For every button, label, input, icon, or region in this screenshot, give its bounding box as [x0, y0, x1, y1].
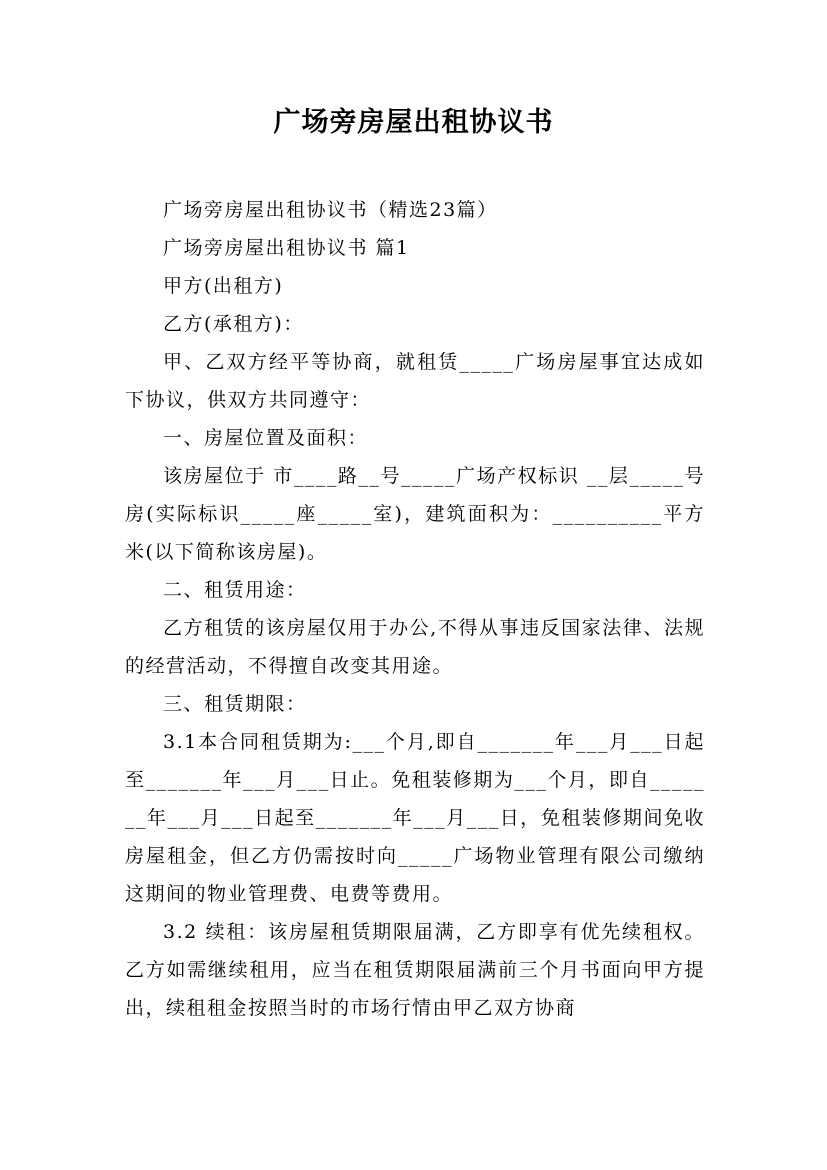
- paragraph-heading-usage: 二、租赁用途：: [163, 579, 307, 601]
- paragraph-heading-term: 三、租赁期限：: [163, 693, 307, 715]
- paragraph-term: 3.1本合同租赁期为:___个月,即自_______年___月___日起至_______年___月___日止。免租装修期为___个月，即自_______年___月___日起至_______年___月___日，免租装修期间免收房屋租金，但乙方仍需按时向_____广场物业管理有限公司缴纳这期间的物业管理费、电费等费用。: [125, 731, 705, 905]
- paragraph-preamble: 甲、乙双方经平等协商，就租赁_____广场房屋事宜达成如下协议，供双方共同遵守：: [125, 351, 705, 411]
- paragraph-section-heading: 广场旁房屋出租协议书 篇1: [163, 237, 410, 259]
- paragraph-party-b: 乙方(承租方)：: [163, 313, 304, 335]
- paragraph-usage: 乙方租赁的该房屋仅用于办公,不得从事违反国家法律、法规的经营活动，不得擅自改变其用途。: [125, 617, 705, 677]
- paragraph-location: 该房屋位于 市____路__号_____广场产权标识 __层_____号房(实际标识_____座_____室)，建筑面积为：__________平方米(以下简称该房屋)。: [125, 465, 705, 563]
- document-title: 广场旁房屋出租协议书: [273, 107, 554, 138]
- paragraph-subtitle: 广场旁房屋出租协议书（精选23篇）: [163, 199, 498, 221]
- document-body: [125, 191, 705, 1027]
- paragraph-renewal: 3.2 续租：该房屋租赁期限届满，乙方即享有优先续租权。乙方如需继续租用，应当在租赁期限届满前三个月书面向甲方提出，续租租金按照当时的市场行情由甲乙双方协商: [125, 921, 705, 1019]
- paragraph-party-a: 甲方(出租方): [163, 275, 284, 297]
- paragraph-heading-location: 一、房屋位置及面积：: [163, 427, 369, 449]
